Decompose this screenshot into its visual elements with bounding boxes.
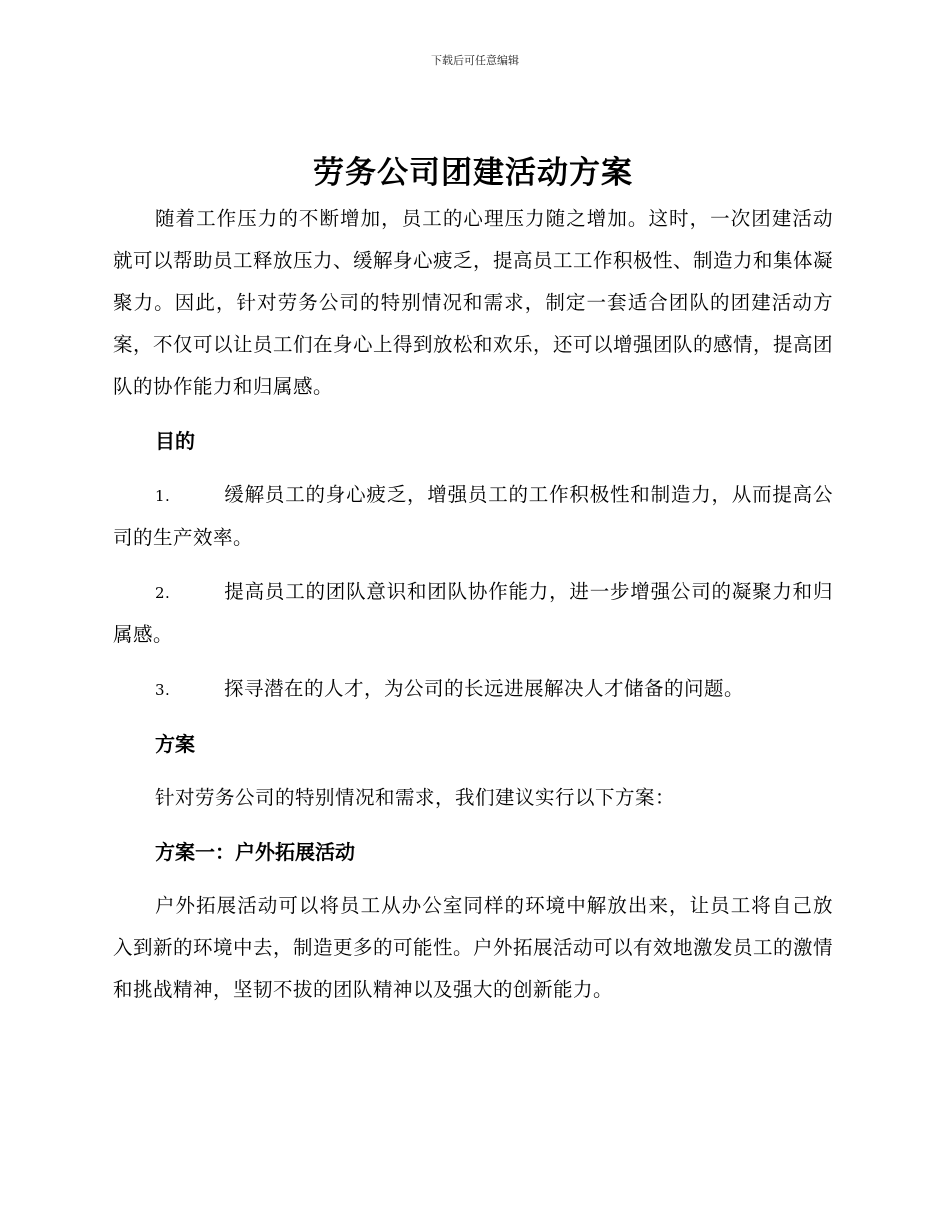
purpose-item-3 (113, 668, 833, 711)
list-number: 3. (155, 681, 171, 699)
spacer (113, 711, 833, 723)
spacer (113, 656, 833, 668)
intro-paragraph: 随着工作压力的不断增加，员工的心理压力随之增加。这时，一次团建活动就可以帮助员工释放压力、缓解身心疲乏，提高员工工作积极性、制造力和集体凝聚力。因此，针对劳务公司的特别情况和需求，制定一套适合团队的团建活动方案，不仅可以让员工们在身心上得到放松和欢乐，还可以增强团队的感情，提高团队的协作能力和归属感。 (113, 207, 834, 398)
list-number: 2. (155, 584, 171, 602)
spacer (113, 559, 833, 571)
spacer (113, 462, 833, 474)
plan1-heading: 方案一：户外拓展活动 (155, 840, 355, 864)
list-number: 1. (155, 487, 171, 505)
purpose-item-1 (113, 474, 833, 559)
plan-intro-paragraph: 针对劳务公司的特别情况和需求，我们建议实行以下方案： (155, 786, 676, 809)
purpose-heading: 目的 (155, 429, 195, 453)
header-note: 下载后可任意编辑 (431, 54, 519, 67)
document-title: 劳务公司团建活动方案 (313, 155, 633, 191)
list-item-text: 探寻潜在的人才，为公司的长远进展解决人才储备的问题。 (224, 677, 745, 700)
spacer (113, 408, 833, 420)
spacer (113, 873, 833, 885)
spacer (113, 819, 833, 831)
purpose-item-2 (113, 571, 833, 656)
list-item-text: 缓解员工的身心疲乏，增强员工的工作积极性和制造力，从而提高公司的生产效率。 (113, 483, 833, 549)
spacer (113, 765, 833, 777)
plan1-paragraph: 户外拓展活动可以将员工从办公室同样的环境中解放出来，让员工将自己放入到新的环境中去，制造更多的可能性。户外拓展活动可以有效地激发员工的激情和挑战精神，坚韧不拔的团队精神以及强大的创新能力。 (113, 894, 834, 1001)
document-body (113, 148, 833, 1011)
plan-heading: 方案 (155, 732, 195, 756)
list-item-text: 提高员工的团队意识和团队协作能力，进一步增强公司的凝聚力和归属感。 (113, 580, 833, 646)
